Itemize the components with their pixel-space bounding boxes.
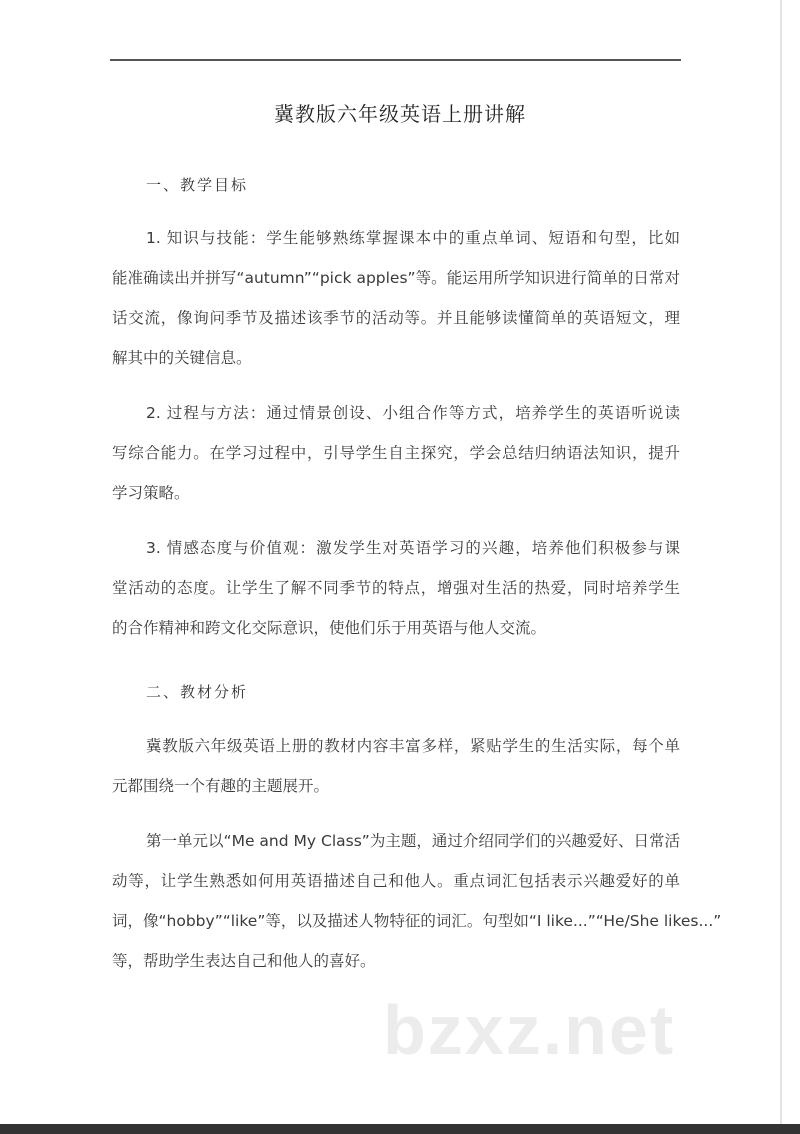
text-line: 动等，让学生熟悉如何用英语描述自己和他人。重点词汇包括表示兴趣爱好的单 bbox=[112, 872, 680, 890]
text-line: 的合作精神和跨文化交际意识，使他们乐于用英语与他人交流。 bbox=[112, 619, 547, 637]
page-edge bbox=[780, 0, 782, 1134]
text-line: 写综合能力。在学习过程中，引导学生自主探究，学会总结归纳语法知识，提升 bbox=[112, 444, 680, 462]
text-line: 词，像“hobby”“like”等，以及描述人物特征的词汇。句型如“I like...”“He/She likes...” bbox=[112, 912, 722, 930]
text-line: 等，帮助学生表达自己和他人的喜好。 bbox=[112, 952, 376, 970]
text-line: 3. 情感态度与价值观：激发学生对英语学习的兴趣，培养他们积极参与课 bbox=[146, 539, 680, 557]
header-rule bbox=[110, 59, 681, 61]
text-line: 元都围绕一个有趣的主题展开。 bbox=[112, 777, 330, 795]
text-line: 学习策略。 bbox=[112, 484, 190, 502]
watermark: bzxz.net bbox=[383, 991, 676, 1069]
text-line: 1. 知识与技能：学生能够熟练掌握课本中的重点单词、短语和句型，比如 bbox=[146, 229, 680, 247]
text-line: 堂活动的态度。让学生了解不同季节的特点，增强对生活的热爱，同时培养学生 bbox=[112, 579, 680, 597]
text-line: 第一单元以“Me and My Class”为主题，通过介绍同学们的兴趣爱好、日常活 bbox=[146, 832, 680, 850]
bottom-bar bbox=[0, 1124, 800, 1134]
text-line: 解其中的关键信息。 bbox=[112, 349, 252, 367]
text-line: 2. 过程与方法：通过情景创设、小组合作等方式，培养学生的英语听说读 bbox=[146, 404, 680, 422]
document-title: 冀教版六年级英语上册讲解 bbox=[274, 102, 526, 126]
text-line: 话交流，像询问季节及描述该季节的活动等。并且能够读懂简单的英语短文，理 bbox=[112, 309, 680, 327]
section-heading: 二、教材分析 bbox=[146, 683, 249, 701]
text-line: 能准确读出并拼写“autumn”“pick apples”等。能运用所学知识进行简单的日常对 bbox=[112, 269, 680, 287]
section-heading: 一、教学目标 bbox=[146, 176, 249, 194]
text-line: 冀教版六年级英语上册的教材内容丰富多样，紧贴学生的生活实际，每个单 bbox=[146, 737, 680, 755]
